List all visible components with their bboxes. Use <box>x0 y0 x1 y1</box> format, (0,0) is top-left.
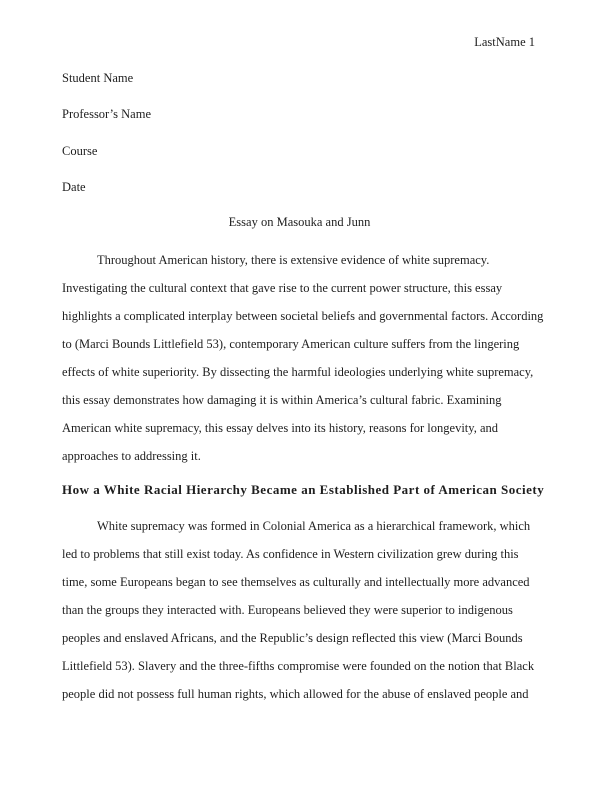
essay-line: time, some Europeans began to see themselves as culturally and intellectually more advanced <box>62 575 530 589</box>
essay-title: Essay on Masouka and Junn <box>228 215 371 229</box>
essay-line: than the groups they interacted with. Europeans believed they were superior to indigenous <box>62 603 513 617</box>
student-name-line: Student Name <box>62 71 134 85</box>
essay-line: Throughout American history, there is extensive evidence of white supremacy. <box>97 253 490 267</box>
essay-line: led to problems that still exist today. As confidence in Western civilization grew during this <box>62 547 519 561</box>
course-line: Course <box>62 143 98 158</box>
essay-line: highlights a complicated interplay between societal beliefs and governmental factors. According <box>62 309 544 323</box>
essay-line: to (Marci Bounds Littlefield 53), contemporary American culture suffers from the lingering <box>62 337 520 351</box>
date-line: Date <box>62 180 86 195</box>
paragraph-body <box>62 512 534 708</box>
student-info-block <box>62 60 151 206</box>
paragraph-intro <box>62 246 543 470</box>
essay-line: peoples and enslaved Africans, and the Republic’s design reflected this view (Marci Bounds <box>62 631 523 645</box>
running-header-page-number: LastName 1 <box>474 35 535 49</box>
essay-line: White supremacy was formed in Colonial America as a hierarchical framework, which <box>97 519 531 533</box>
professor-name-line: Professor’s Name <box>62 107 151 122</box>
essay-line: approaches to addressing it. <box>62 449 201 463</box>
essay-line: this essay demonstrates how damaging it is within America’s cultural fabric. Examining <box>62 393 502 407</box>
essay-line: effects of white superiority. By dissecting the harmful ideologies underlying white supremacy, <box>62 365 534 379</box>
essay-line: Investigating the cultural context that gave rise to the current power structure, this essay <box>62 281 503 295</box>
section-heading: How a White Racial Hierarchy Became an Established Part of American Society <box>62 482 545 497</box>
essay-line: American white supremacy, this essay delves into its history, reasons for longevity, and <box>62 421 499 435</box>
essay-line: Littlefield 53). Slavery and the three-fifths compromise were founded on the notion that Black <box>62 659 535 673</box>
essay-line: people did not possess full human rights, which allowed for the abuse of enslaved people and <box>62 687 529 701</box>
